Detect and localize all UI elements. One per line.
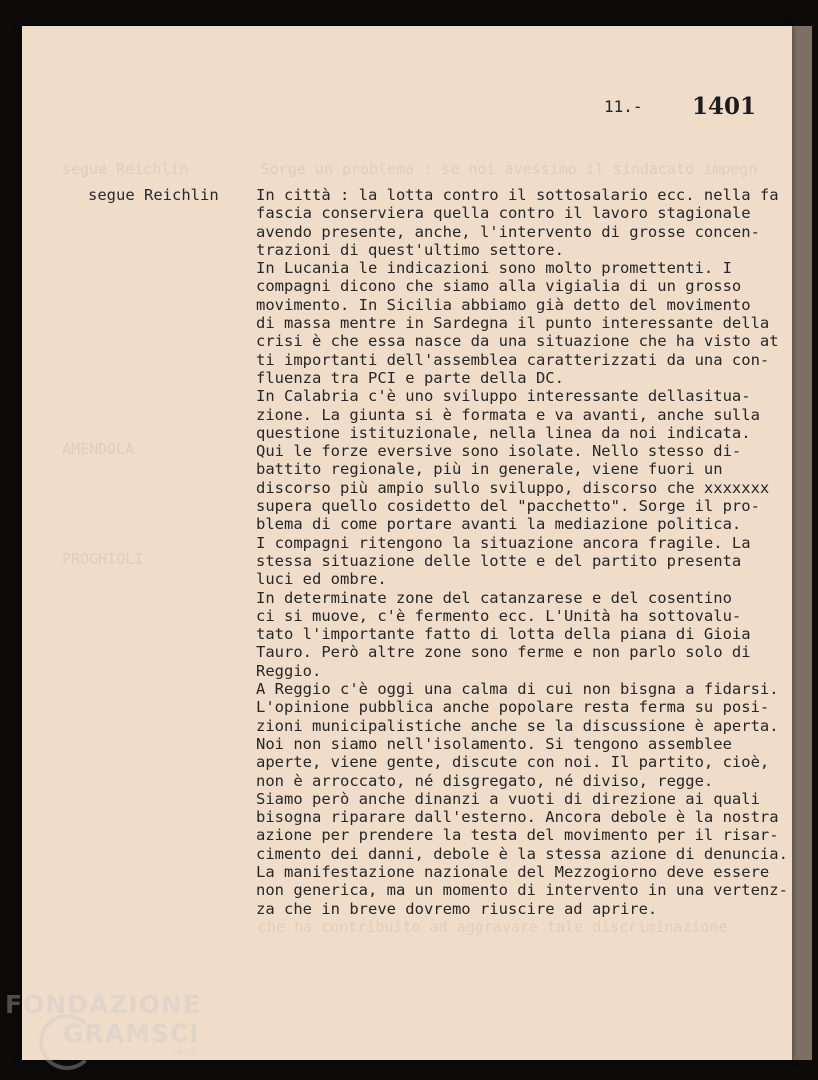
text-line: discorso più ampio sullo sviluppo, discorso che xxxxxxx [256,478,770,497]
show-through-text: che ha contribuito ad aggravare tale discriminazione [258,918,728,936]
text-line: di massa mentre in Sardegna il punto interessante della [256,314,770,333]
text-line: trazioni di quest'ultimo settore. [256,240,564,259]
text-line: cimento dei danni, debole è la stessa azione di denuncia. [256,844,788,863]
page-stamp-number: 1401 [692,93,757,120]
watermark-ring-icon [39,1014,95,1070]
text-line: non è arroccato, né disgregato, né diviso, regge. [256,771,714,790]
text-line: crisi è che essa nasce da una situazione che ha visto at [256,332,779,351]
text-line: blema di come portare avanti la mediazione politica. [256,515,742,534]
text-line: In determinate zone del catanzarese e del cosentino [256,588,732,607]
watermark-logo [5,990,202,1058]
text-line: Reggio. [256,661,322,680]
text-line: ci si muove, c'è fermento ecc. L'Unità ha sottovalu- [256,606,742,625]
text-line: avendo presente, anche, l'intervento di grosse concen- [256,222,760,241]
text-line: za che in breve dovremo riuscire ad aprire. [256,899,658,918]
text-line: battito regionale, più in generale, viene fuori un [256,460,723,479]
page-number: 11.- [604,97,643,116]
text-line: azione per prendere la testa del movimento per il risar- [256,826,779,845]
text-line: tato l'importante fatto di lotta della piana di Gioia [256,625,751,644]
text-line: zione. La giunta si è formata e va avanti, anche sulla [256,405,760,424]
text-line: fluenza tra PCI e parte della DC. [256,368,564,387]
text-line: Tauro. Però altre zone sono ferme e non parlo solo di [256,643,751,662]
text-line: I compagni ritengono la situazione ancora fragile. La [256,533,751,552]
text-line: bisogna riparare dall'esterno. Ancora debole è la nostra [256,808,779,827]
text-line: zioni municipalistiche anche se la discussione è aperta. [256,716,779,735]
text-line: fascia conserviera quella contro il lavoro stagionale [256,204,751,223]
typed-body-text [256,186,796,918]
text-line: supera quello cosidetto del "pacchetto". Sorge il pro- [256,497,760,516]
text-line: L'opinione pubblica anche popolare resta ferma su posi- [256,698,770,717]
text-line: La manifestazione nazionale del Mezzogiorno deve essere [256,862,770,881]
speaker-label: segue Reichlin [88,186,219,204]
text-line: non generica, ma un momento di intervento in una vertenz- [256,881,788,900]
text-line: luci ed ombre. [256,570,387,589]
watermark-line1: FONDAZIONE [5,990,202,1019]
text-line: ti importanti dell'assemblea caratterizzati da una con- [256,350,770,369]
text-line: movimento. In Sicilia abbiamo già detto del movimento [256,295,751,314]
text-line: compagni dicono che siamo alla vigialia di un grosso [256,277,742,296]
text-line: Noi non siamo nell'isolamento. Si tengono assemblee [256,734,732,753]
text-line: aperte, viene gente, discute con noi. Il partito, cioè, [256,753,770,772]
show-through-text: segue Reichlin Sorge un problema : se noi avessimo il sindacato impegn [62,160,758,178]
text-line: Siamo però anche dinanzi a vuoti di direzione ai quali [256,789,760,808]
watermark-suffix: onlus [172,1048,197,1058]
text-line: In città : la lotta contro il sottosalario ecc. nella fa [256,186,779,204]
watermark-line2: GRAMSCI [63,1019,200,1048]
text-line: In Calabria c'è uno sviluppo interessante dellasitua- [256,387,751,406]
show-through-text: AMENDOLA [62,440,135,458]
text-line: A Reggio c'è oggi una calma di cui non bisgna a fidarsi. [256,680,779,699]
text-line: Qui le forze eversive sono isolate. Nello stesso di- [256,442,742,461]
text-line: questione istituzionale, nella linea da noi indicata. [256,423,751,442]
text-line: stessa situazione delle lotte e del partito presenta [256,551,742,570]
text-line: In Lucania le indicazioni sono molto promettenti. I [256,259,732,278]
show-through-text: PROGHIOLI [62,550,144,568]
